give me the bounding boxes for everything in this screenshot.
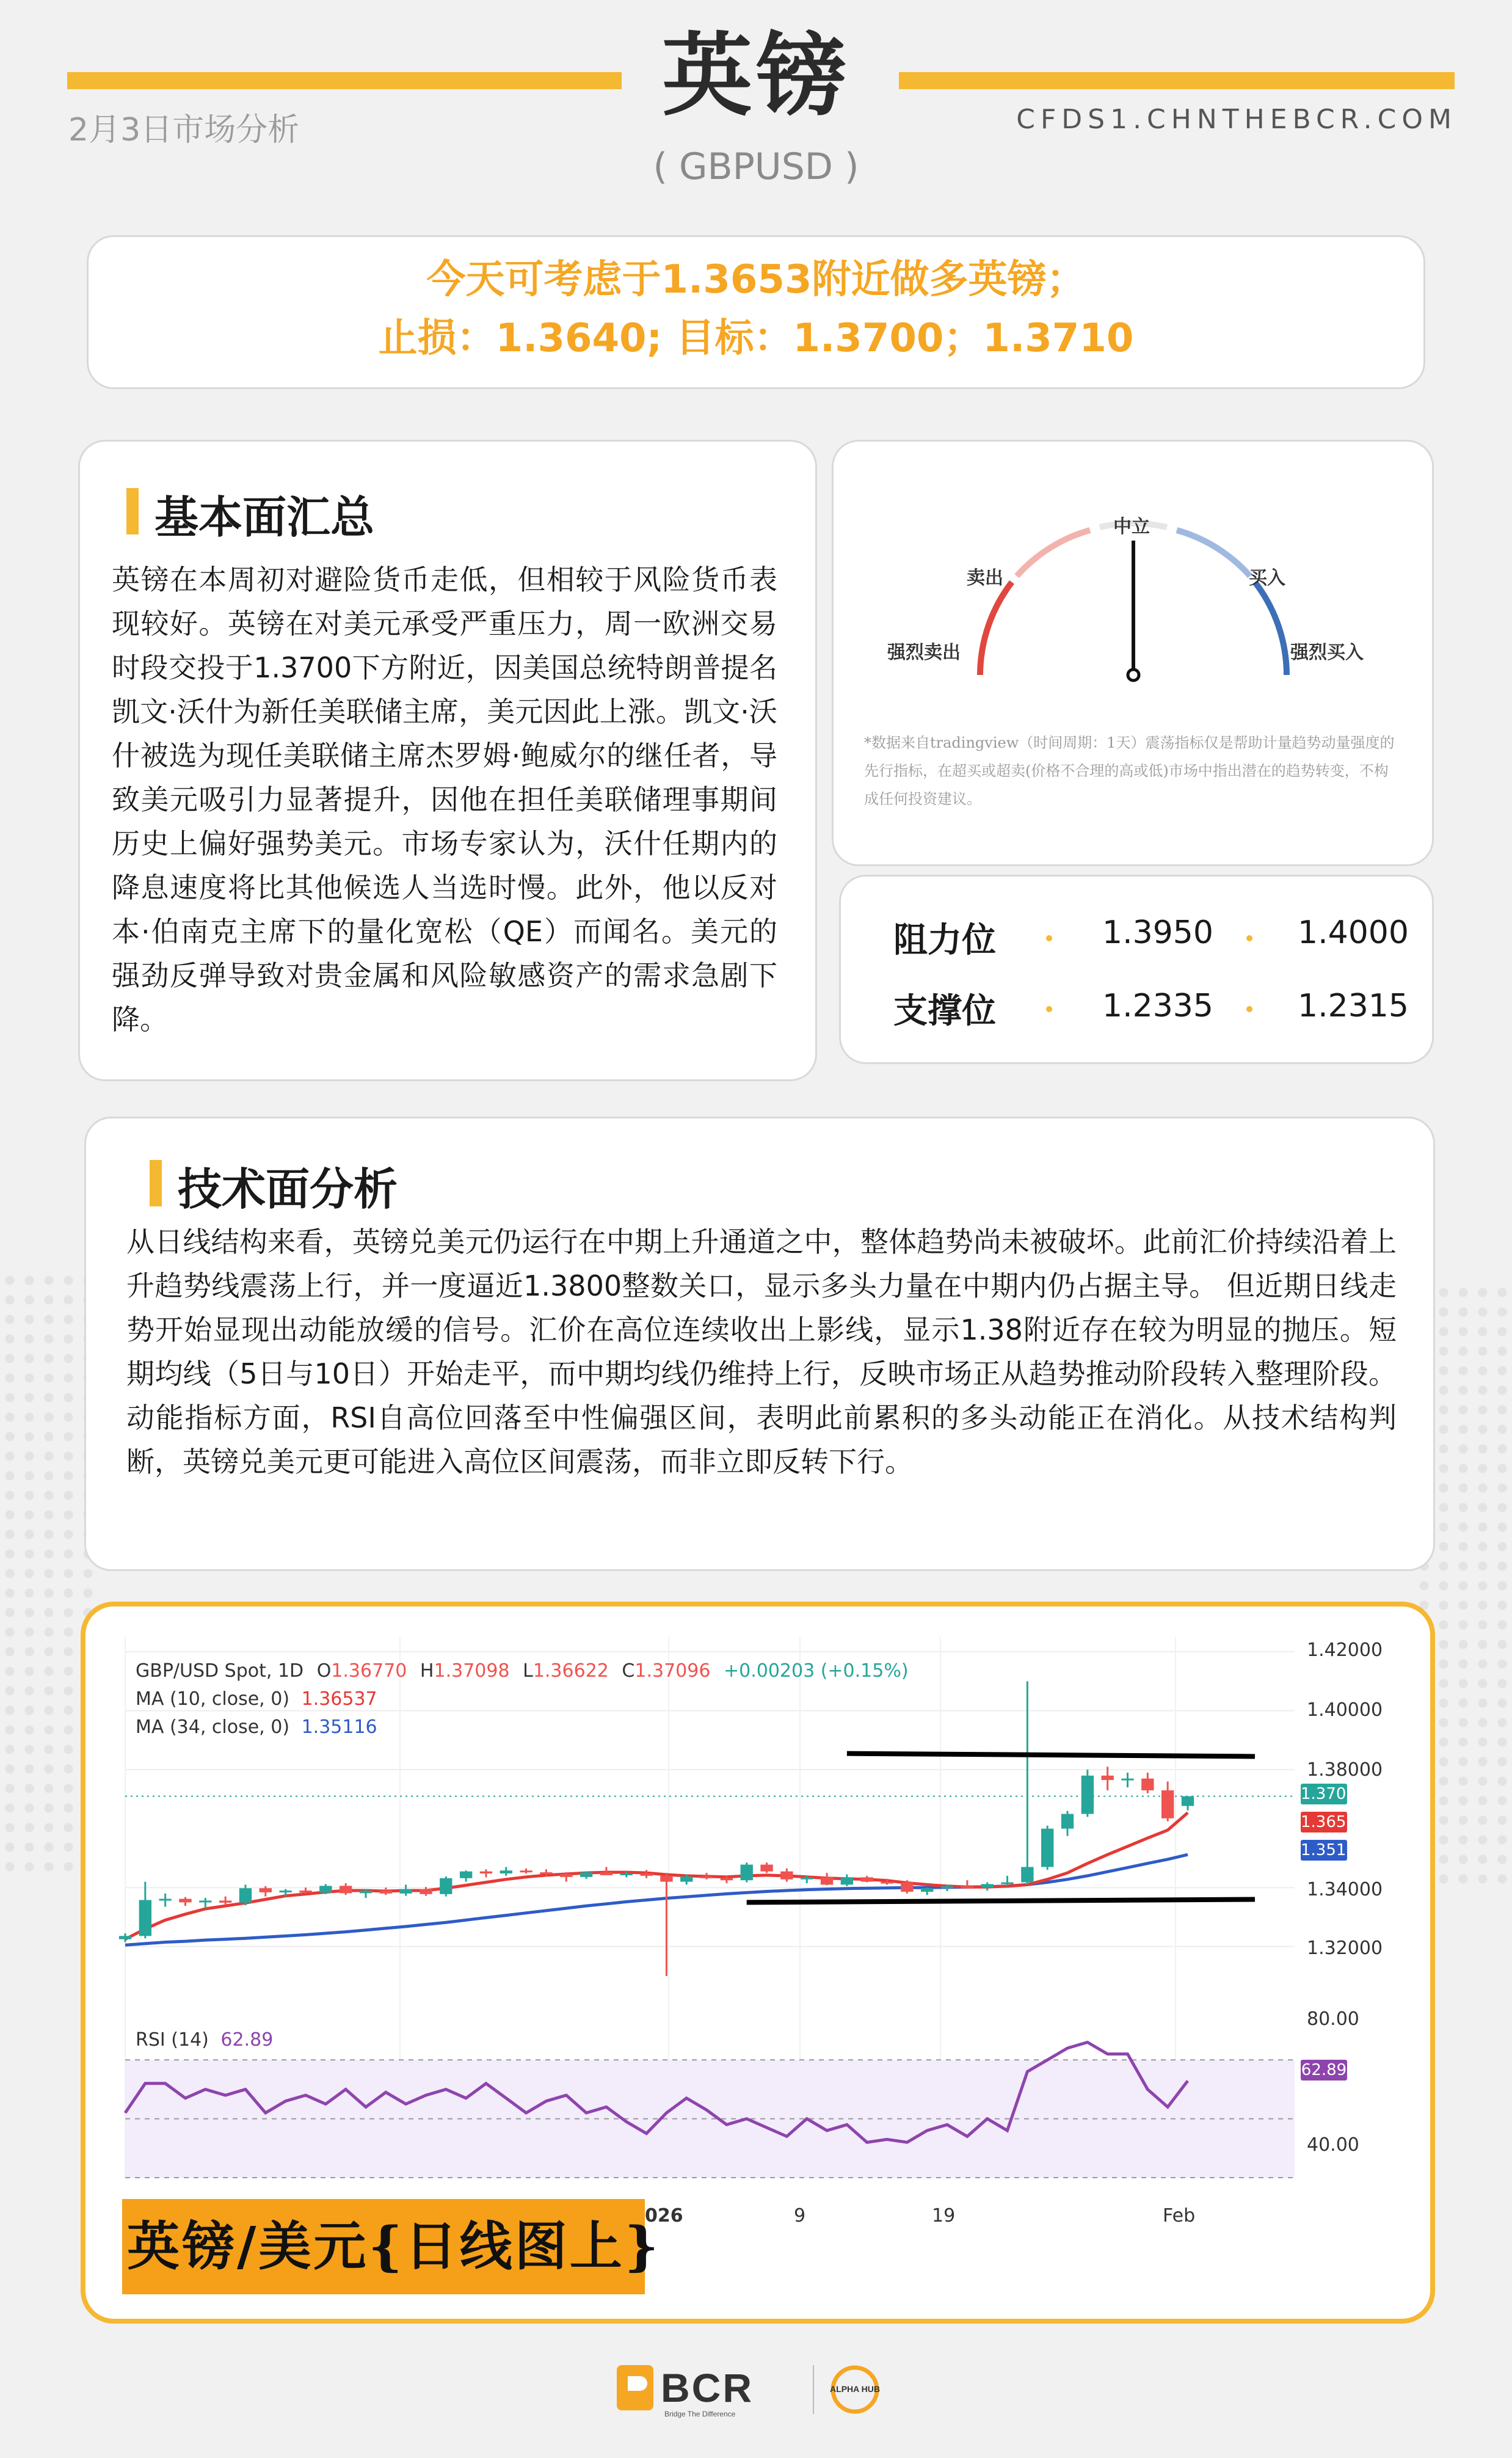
chart-symbol: GBP/USD Spot, 1D [136,1660,304,1682]
ohlc-h-label: H [420,1660,434,1682]
trade-advice-card [87,235,1425,389]
gauge-arc-sell [1017,530,1090,576]
support-bullet-1 [1046,1006,1052,1012]
ohlc-low: 1.36622 [532,1660,609,1682]
price-tag-ma34: 1.35116 [1301,1841,1367,1859]
price-tick-4: 1.34000 [1307,1879,1383,1900]
ohlc-o-label: O [316,1660,332,1682]
gauge-arc-strong-sell [980,582,1012,675]
gauge-arc-strong-buy [1255,582,1287,675]
bcr-logo [617,2355,898,2423]
sentiment-gauge-card [832,440,1434,866]
bcr-logo-cutout [628,2376,647,2391]
price-tick-5: 1.32000 [1307,1938,1383,1959]
rsi-legend-value: 62.89 [220,2029,274,2051]
rsi-label: RSI (14) [136,2029,209,2051]
price-tick-1: 1.42000 [1307,1639,1383,1661]
alpha-hub-text: ALPHA HUB [830,2384,880,2394]
gauge-pivot [1128,669,1139,680]
ohlc-change: +0.00203 (+0.15%) [723,1660,909,1682]
x-tick-3: 19 [932,2205,956,2226]
price-tag-close: 1.37096 [1301,1785,1367,1803]
resistance-label: 阻力位 [893,921,996,960]
report-date: 2月3日市场分析 [68,112,300,148]
gauge-label-strong-buy: 强烈买入 [1290,642,1364,663]
ohlc-c-label: C [622,1660,635,1682]
resistance-value-2: 1.4000 [1298,914,1409,951]
x-tick-4: Feb [1163,2205,1196,2226]
fundamental-title: 基本面汇总 [126,482,374,545]
advice-line-2: 止损：1.3640; 目标：1.3700；1.3710 [378,316,1134,361]
ma34-legend [136,1716,377,1738]
ma34-value: 1.35116 [301,1716,377,1738]
ohlc-open: 1.36770 [331,1660,407,1682]
support-value-2: 1.2315 [1298,988,1409,1024]
header-bar-left [67,72,622,89]
bcr-logo-text: BCR [661,2365,754,2410]
gauge-label-sell: 卖出 [967,567,1003,589]
support-bullet-2 [1246,1006,1252,1012]
resistance-bullet-2 [1246,935,1252,941]
fundamental-card [78,440,817,1081]
gauge-disclaimer: *数据来自tradingview（时间周期：1天）震荡指标仅是帮助计量趋势动量强度的先行指标，在超买或超卖(价格不合理的高或低)市场中指出潜在的趋势转变，不构成任何投资建议。 [864,734,1395,808]
ohlc-l-label: L [523,1660,533,1682]
price-tick-3: 1.38000 [1307,1759,1383,1781]
ma10-value: 1.36537 [301,1688,377,1710]
price-tag-ma10: 1.36537 [1301,1813,1367,1831]
price-tick-2: 1.40000 [1307,1699,1383,1721]
ma10-legend [136,1688,377,1710]
technical-card [84,1117,1435,1571]
ma10-label: MA (10, close, 0) [136,1688,290,1710]
rsi-tag: 62.89 [1301,2061,1347,2079]
chart-caption: 英镑/美元{日线图上} [122,2199,645,2294]
page-title: 英镑 [662,23,850,128]
rsi-tick-80: 80.00 [1307,2008,1359,2030]
resistance-value-1: 1.3950 [1102,914,1213,951]
header-bar-right [899,72,1455,89]
resistance-bullet-1 [1046,935,1052,941]
support-label: 支撑位 [893,991,996,1031]
bcr-logo-tagline: Bridge The Difference [664,2410,736,2418]
gauge-label-neutral: 中立 [1113,516,1150,538]
fundamental-body: 英镑在本周初对避险货币走低，但相较于风险货币表现较好。英镑在对美元承受严重压力，周一欧洲交易时段交投于1.3700下方附近，因美国总统特朗普提名凯文·沃什为新任美联储主席，美元因此上涨。凯文·沃什被选为现任美联储主席杰罗姆·鲍威尔的继任者，导致美元吸引力显著提升，因他在担任美联储理事期间历史上偏好强势美元。市场专家认为，沃什任期内的降息速度将比其他候选人当选时慢。此外，他以反对本·伯南克主席下的量化宽松（QE）而闻名。美元的强劲反弹导致对贵金属和风险敏感资产的需求急剧下降。 [112,563,777,1036]
website-url: CFDS1.CHNTHEBCR.COM [1016,104,1457,135]
support-value-1: 1.2335 [1102,988,1213,1024]
ohlc-high: 1.37098 [434,1660,510,1682]
rsi-legend [136,2029,273,2051]
ohlc-close: 1.37096 [634,1660,711,1682]
technical-body: 从日线结构来看，英镑兑美元仍运行在中期上升通道之中，整体趋势尚未被破坏。此前汇价持续沿着上升趋势线震荡上行，并一度逼近1.3800整数关口，显示多头力量在中期内仍占据主导。 但近期日线走势开始显现出动能放缓的信号。汇价在高位连续收出上影线，显示1.38附近存在较为明显的抛压。短期均线（5日与10日）开始走平，而中期均线仍维持上行，反映市场正从趋势推动阶段转入整理阶段。动能指标方面，RSI自高位回落至中性偏强区间，表明此前累积的多头动能正在消化。从技术结构判断，英镑兑美元更可能进入高位区间震荡，而非立即反转下行。 [126,1225,1397,1478]
technical-title: 技术面分析 [150,1154,398,1217]
advice-line-1: 今天可考虑于1.3653附近做多英镑； [426,257,1086,302]
page-subtitle: ( GBPUSD ) [653,145,859,188]
gauge-label-buy: 买入 [1249,567,1285,589]
gauge-label-strong-sell: 强烈卖出 [887,642,961,663]
rsi-tick-40: 40.00 [1307,2134,1359,2156]
chart-symbol-line [136,1660,909,1682]
x-tick-2: 9 [794,2205,806,2226]
ma34-label: MA (34, close, 0) [136,1716,290,1738]
support-resistance-card [839,875,1434,1064]
x-tick-1: 026 [645,2205,683,2226]
gauge-arc-buy [1177,530,1250,576]
